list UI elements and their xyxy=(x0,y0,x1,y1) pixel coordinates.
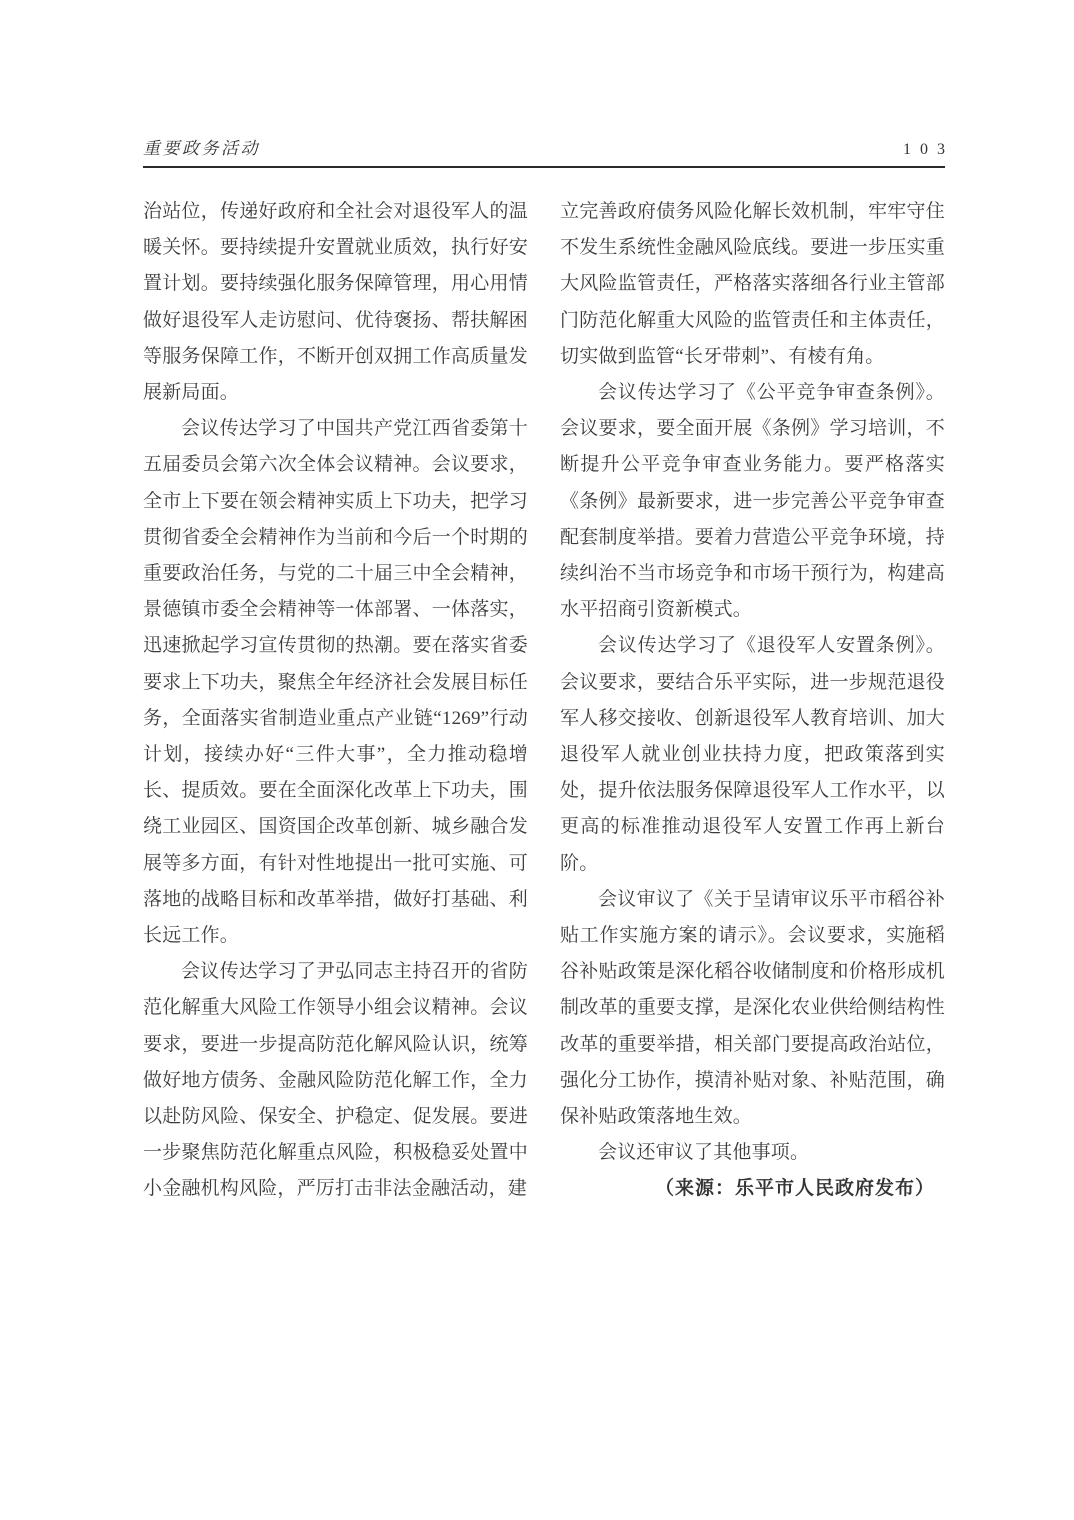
right-column xyxy=(560,194,945,1208)
section-title: 重要政务活动 xyxy=(143,139,260,158)
left-column xyxy=(143,194,528,1208)
paragraph: 会议还审议了其他事项。 xyxy=(598,1142,810,1164)
paragraph-continuation: 立完善政府债务风险化解长效机制，牢牢守住不发生系统性金融风险底线。要进一步压实重大风险监管责任，严格落实落细各行业主管部门防范化解重大风险的监管责任和主体责任，切实做到监管“长牙带刺”、有棱有角。 xyxy=(560,201,945,367)
paragraph-continuation: 治站位，传递好政府和全社会对退役军人的温暖关怀。要持续提升安置就业质效，执行好安置计划。要持续强化服务保障管理，用心用情做好退役军人走访慰问、优待褒扬、帮扶解困等服务保障工作，不断开创双拥工作高质量发展新局面。 xyxy=(143,201,528,404)
article-body xyxy=(143,194,945,1208)
paragraph: 会议审议了《关于呈请审议乐平市稻谷补贴工作实施方案的请示》。会议要求，实施稻谷补贴政策是深化稻谷收储制度和价格形成机制改革的重要支撑，是深化农业供给侧结构性改革的重要举措，相关部门要提高政治站位，强化分工协作，摸清补贴对象、补贴范围，确保补贴政策落地生效。 xyxy=(560,888,945,1128)
source-attribution: （来源：乐平市人民政府发布） xyxy=(654,1178,935,1200)
page-number: 103 xyxy=(903,141,954,158)
paragraph: 会议传达学习了中国共产党江西省委第十五届委员会第六次全体会议精神。会议要求，全市上下要在领会精神实质上下功夫，把学习贯彻省委全会精神作为当前和今后一个时期的重要政治任务，与党的二十届三中全会精神，景德镇市委全会精神等一体部署、一体落实，迅速掀起学习宣传贯彻的热潮。要在落实省委要求上下功夫，聚焦全年经济社会发展目标任务，全面落实省制造业重点产业链“1269”行动计划，接续办好“三件大事”，全力推动稳增长、提质效。要在全面深化改革上下功夫，围绕工业园区、国资国企改革创新、城乡融合发展等多方面，有针对性地提出一批可实施、可落地的战略目标和改革举措，做好打基础、利长远工作。 xyxy=(143,418,528,947)
page-header xyxy=(143,134,954,168)
paragraph: 会议传达学习了《公平竞争审查条例》。会议要求，要全面开展《条例》学习培训，不断提升公平竞争审查业务能力。要严格落实《条例》最新要求，进一步完善公平竞争审查配套制度举措。要着力营造公平竞争环境，持续纠治不当市场竞争和市场干预行为，构建高水平招商引资新模式。 xyxy=(560,382,945,621)
paragraph: 会议传达学习了尹弘同志主持召开的省防范化解重大风险工作领导小组会议精神。会议要求，要进一步提高防范化解风险认识，统筹做好地方债务、金融风险防范化解工作，全力以赴防风险、保安全、护稳定、促发展。要进一步聚焦防范化解重点风险，积极稳妥处置中小金融机构风险，严厉打击非法金融活动，建 xyxy=(143,961,528,1200)
paragraph: 会议传达学习了《退役军人安置条例》。会议要求，要结合乐平实际，进一步规范退役军人移交接收、创新退役军人教育培训、加大退役军人就业创业扶持力度，把政策落到实处，提升依法服务保障退役军人工作水平，以更高的标准推动退役军人安置工作再上新台阶。 xyxy=(560,635,945,874)
